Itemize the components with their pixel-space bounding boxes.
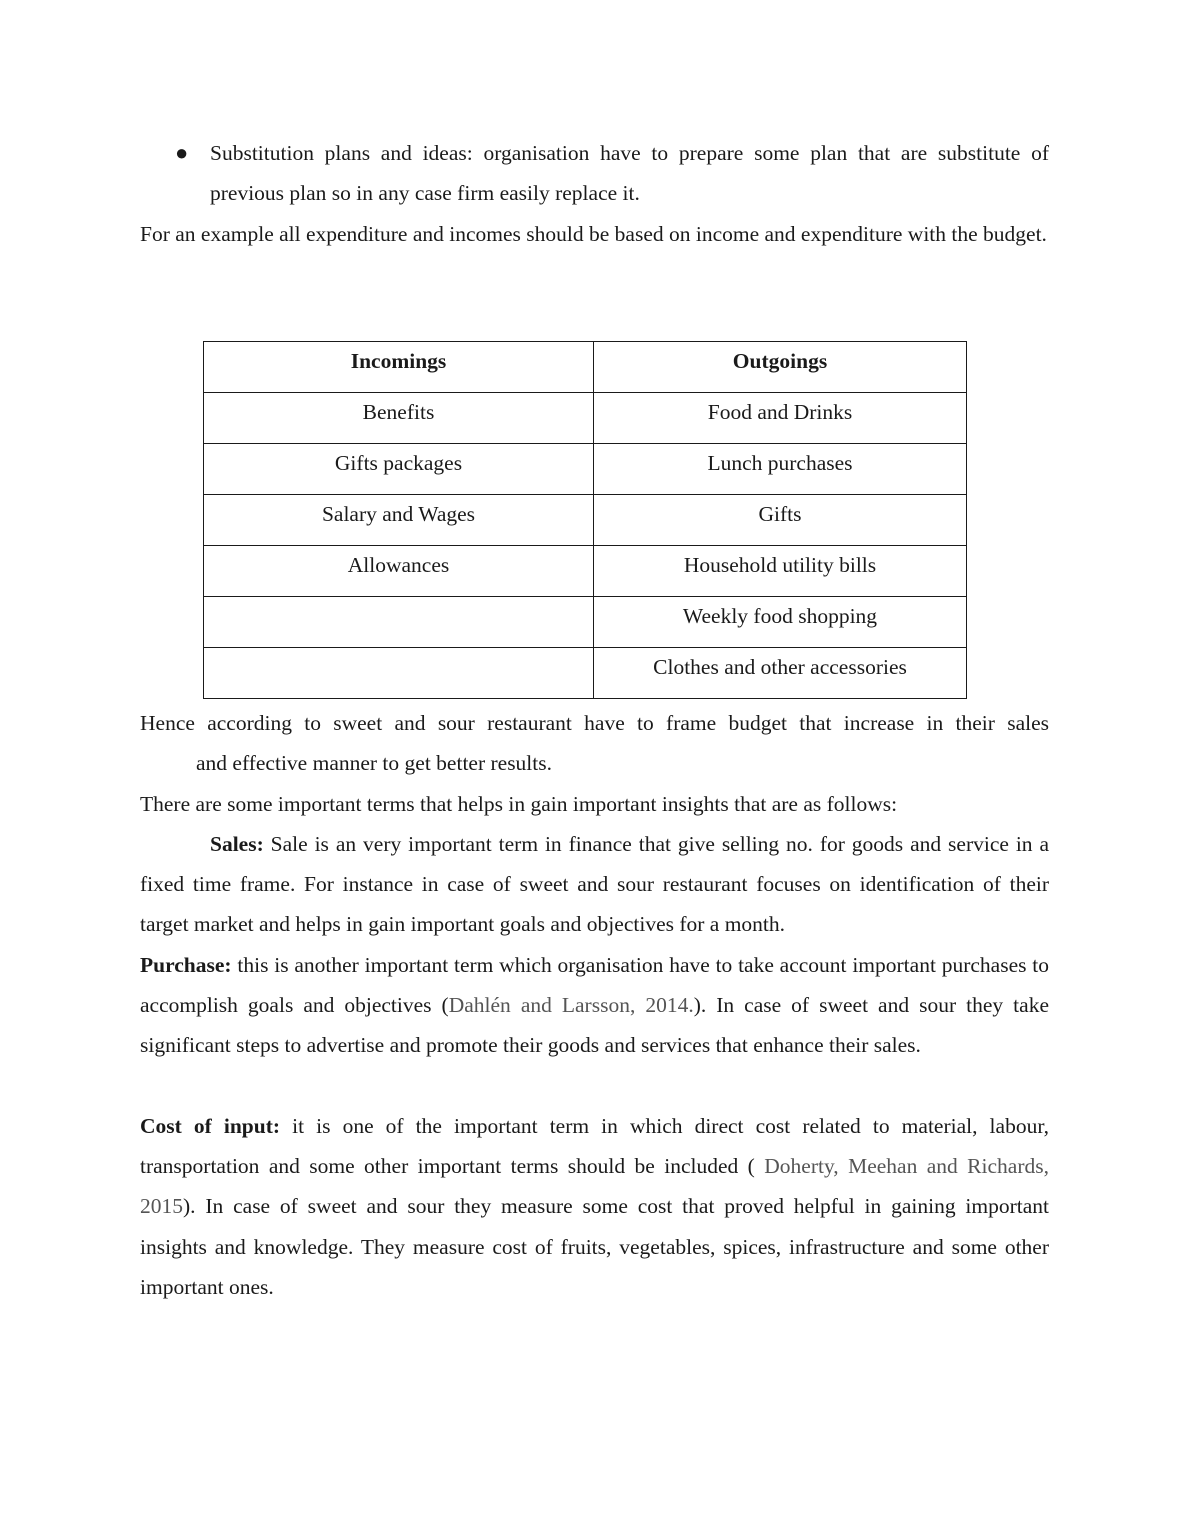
outgoing-cell: Household utility bills bbox=[594, 546, 967, 597]
hence-paragraph bbox=[140, 703, 1049, 783]
purchase-text-before: this is another important term which organisation have to take account important purchases to accomplish goals and objectives ( bbox=[140, 953, 1049, 1018]
outgoing-cell: Food and Drinks bbox=[594, 393, 967, 444]
hence-line-1: Hence according to sweet and sour restaurant have to frame budget that increase in their sales bbox=[140, 711, 1049, 735]
cost-text-before: it is one of the important term in which direct cost related to material, labour, transportation and some other important terms should be included ( bbox=[140, 1114, 1050, 1179]
example-paragraph: For an example all expenditure and incomes should be based on income and expenditure with the budget. bbox=[140, 222, 1047, 246]
table-row bbox=[204, 546, 967, 597]
sales-text: Sale is an very important term in finance that give selling no. for goods and service in a fixed time frame. For instance in case of sweet and sour restaurant focuses on identification of their target market and helps in gain important goals and objectives for a month. bbox=[140, 832, 1049, 937]
bullet-dot-icon: ● bbox=[175, 140, 189, 165]
incoming-cell: Benefits bbox=[204, 393, 594, 444]
budget-table bbox=[203, 341, 967, 699]
table-row bbox=[204, 393, 967, 444]
purchase-citation: Dahlén and Larsson, 2014. bbox=[448, 993, 694, 1018]
bullet-item bbox=[140, 133, 1049, 213]
cost-citation: Doherty, Meehan and Richards, 2015 bbox=[140, 1154, 1049, 1219]
table-row bbox=[204, 597, 967, 648]
header-incomings: Incomings bbox=[204, 342, 594, 393]
incoming-cell: Gifts packages bbox=[204, 444, 594, 495]
purchase-term: Purchase: bbox=[140, 953, 232, 977]
terms-intro-paragraph: There are some important terms that helps in gain important insights that are as follows: bbox=[140, 792, 898, 816]
purchase-text-after: ). In case of sweet and sour they take significant steps to advertise and promote their goods and services that enhance their sales. bbox=[140, 993, 1049, 1058]
outgoing-cell: Lunch purchases bbox=[594, 444, 967, 495]
cost-text-after: ). In case of sweet and sour they measure some cost that proved helpful in gaining important insights and knowledge. They measure cost of fruits, vegetables, spices, infrastructure and some other important ones. bbox=[140, 1194, 1049, 1299]
sales-term: Sales: bbox=[210, 832, 264, 856]
purchase-paragraph bbox=[140, 945, 1049, 1066]
cost-paragraph bbox=[140, 1106, 1049, 1307]
incoming-cell: Allowances bbox=[204, 546, 594, 597]
table-row bbox=[204, 495, 967, 546]
header-outgoings: Outgoings bbox=[594, 342, 967, 393]
hence-line-2: and effective manner to get better results. bbox=[196, 751, 552, 776]
incoming-cell bbox=[204, 597, 594, 648]
cost-term: Cost of input: bbox=[140, 1114, 281, 1138]
table-row bbox=[204, 444, 967, 495]
bullet-text: Substitution plans and ideas: organisation have to prepare some plan that are substitute of previous plan so in any case firm easily replace it. bbox=[210, 141, 1049, 206]
outgoing-cell: Gifts bbox=[594, 495, 967, 546]
outgoing-cell: Clothes and other accessories bbox=[594, 648, 967, 699]
table-header-row bbox=[204, 342, 967, 393]
incoming-cell bbox=[204, 648, 594, 699]
outgoing-cell: Weekly food shopping bbox=[594, 597, 967, 648]
sales-paragraph bbox=[140, 824, 1049, 945]
incoming-cell: Salary and Wages bbox=[204, 495, 594, 546]
table-row bbox=[204, 648, 967, 699]
